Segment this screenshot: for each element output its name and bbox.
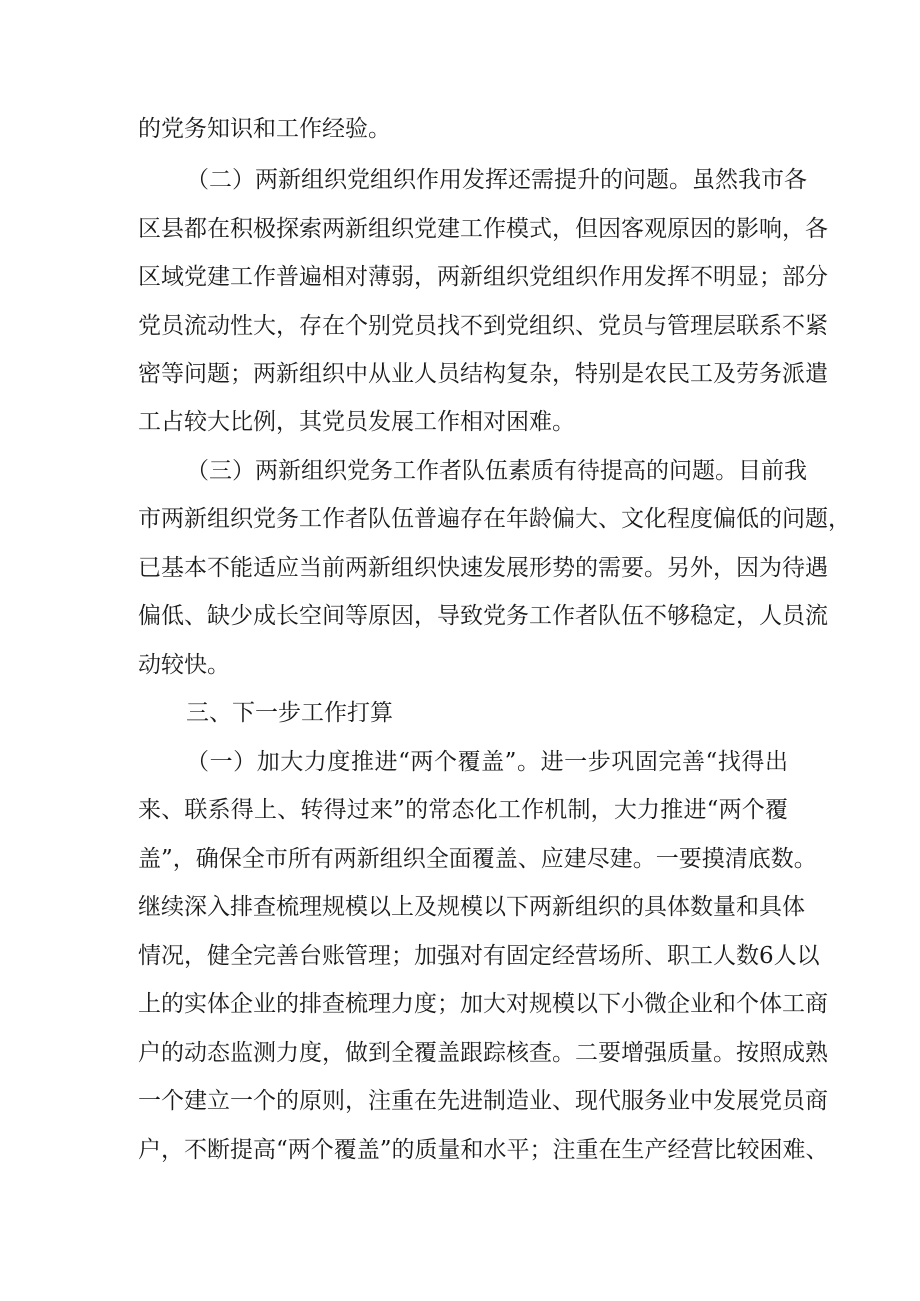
paragraph-line: 继续深入排查梳理规模以上及规模以下两新组织的具体数量和具体 (138, 894, 805, 920)
paragraph-line: （二）两新组织党组织作用发挥还需提升的问题。虽然我市各 (186, 167, 807, 193)
paragraph-line: 动较快。 (138, 652, 230, 678)
paragraph-line: （三）两新组织党务工作者队伍素质有待提高的问题。目前我 (186, 458, 807, 484)
paragraph-line: 户的动态监测力度，做到全覆盖跟踪核查。二要增强质量。按照成熟 (138, 1040, 828, 1066)
paragraph-line: 区县都在积极探索两新组织党建工作模式，但因客观原因的影响，各 (138, 216, 828, 242)
paragraph-line: 党员流动性大，存在个别党员找不到党组织、党员与管理层联系不紧 (138, 313, 828, 339)
paragraph-line: 上的实体企业的排查梳理力度；加大对规模以下小微企业和个体工商 (138, 991, 828, 1017)
paragraph-line: 情况，健全完善台账管理；加强对有固定经营场所、职工人数6人以 (138, 943, 820, 969)
paragraph-line: 市两新组织党务工作者队伍普遍存在年龄偏大、文化程度偏低的问题， (138, 506, 851, 532)
paragraph-line: 来、联系得上、转得过来”的常态化工作机制，大力推进“两个覆 (138, 797, 788, 823)
paragraph-line: 已基本不能适应当前两新组织快速发展形势的需要。另外，因为待遇 (138, 555, 828, 581)
section-heading: 三、下一步工作打算 (186, 700, 393, 726)
paragraph-line: 密等问题；两新组织中从业人员结构复杂，特别是农民工及劳务派遣 (138, 361, 828, 387)
paragraph-line: 一个建立一个的原则，注重在先进制造业、现代服务业中发展党员商 (138, 1088, 828, 1114)
paragraph-line: （一）加大力度推进“两个覆盖”。进一步巩固完善“找得出 (186, 749, 788, 775)
paragraph-line: 的党务知识和工作经验。 (138, 116, 391, 142)
paragraph-line: 盖”，确保全市所有两新组织全面覆盖、应建尽建。一要摸清底数。 (138, 846, 817, 872)
paragraph-line: 区域党建工作普遍相对薄弱，两新组织党组织作用发挥不明显；部分 (138, 264, 828, 290)
paragraph-line: 工占较大比例，其党员发展工作相对困难。 (138, 409, 575, 435)
paragraph-line: 户，不断提高“两个覆盖”的质量和水平；注重在生产经营比较困难、 (138, 1137, 829, 1163)
paragraph-line: 偏低、缺少成长空间等原因，导致党务工作者队伍不够稳定，人员流 (138, 603, 828, 629)
